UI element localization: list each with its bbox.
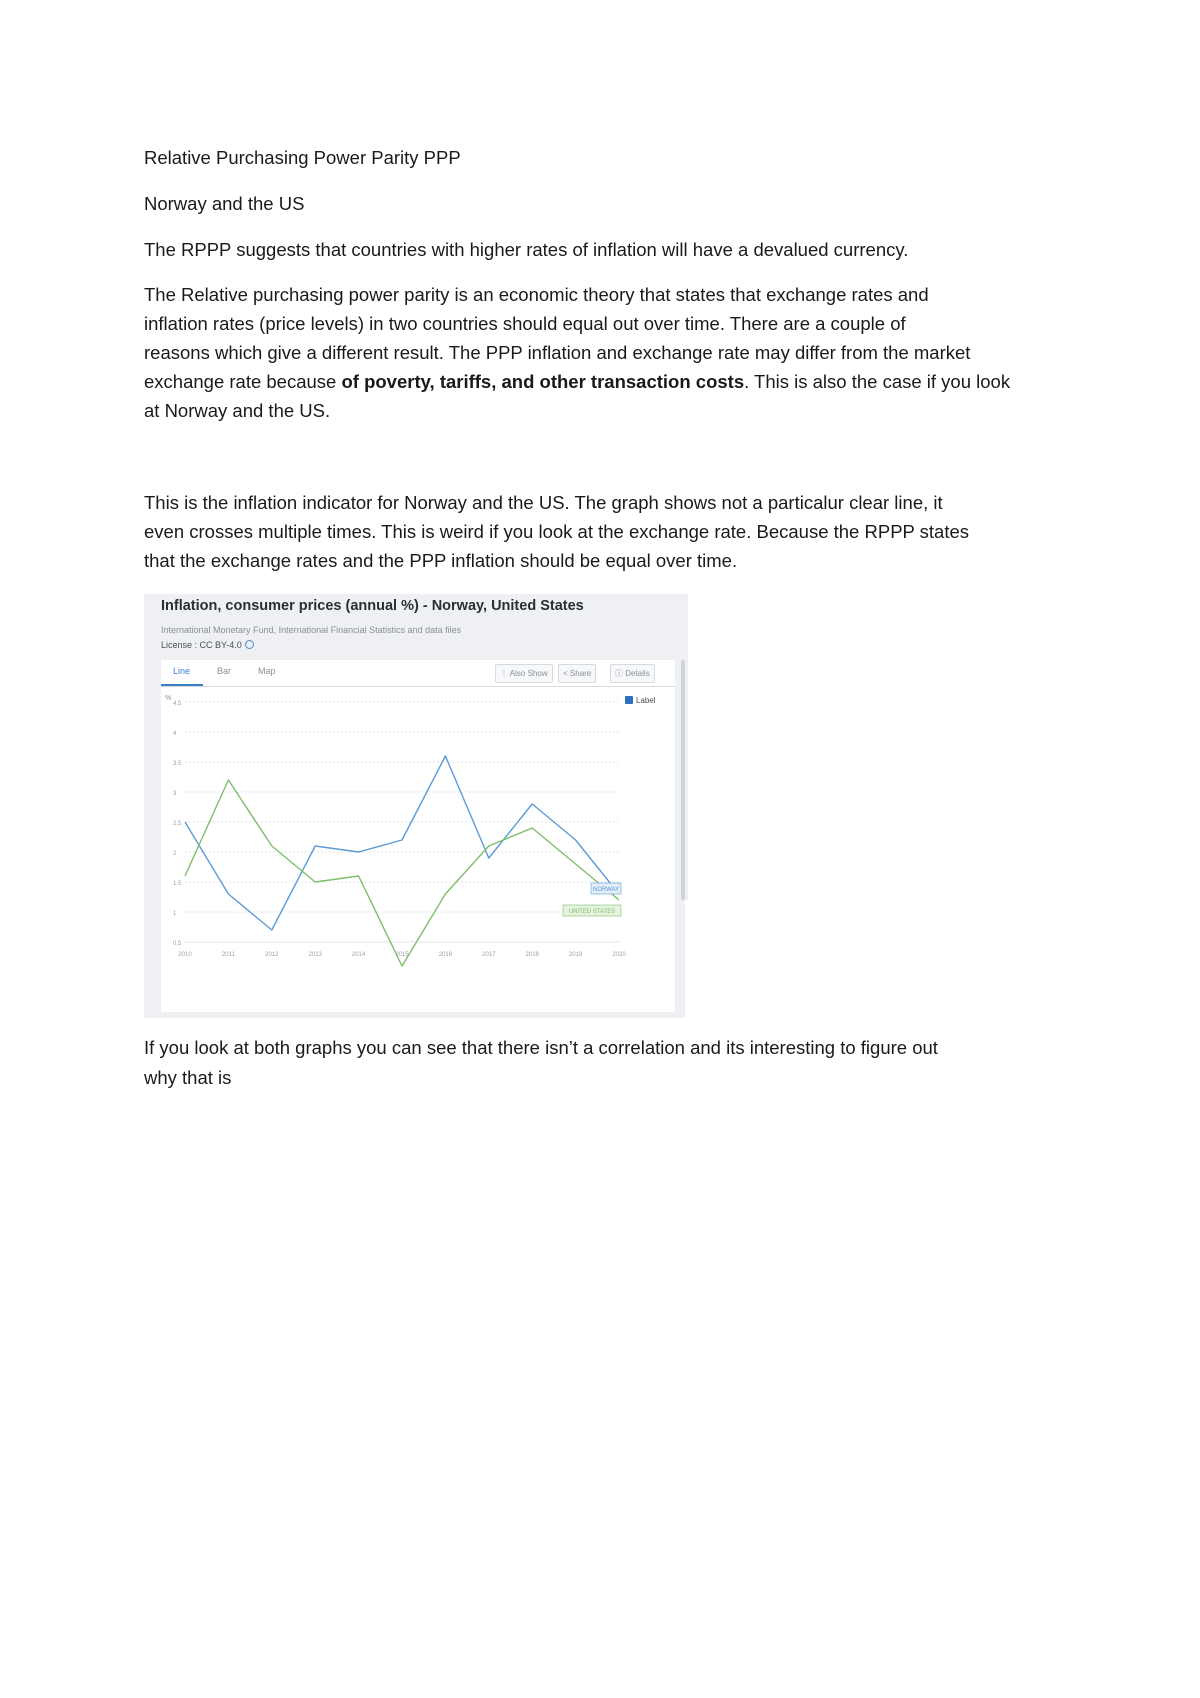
x-tick-label: 2014 — [351, 952, 366, 958]
text-line — [144, 367, 1064, 396]
document-heading: Relative Purchasing Power Parity PPP — [144, 147, 461, 168]
text-line: at Norway and the US. — [144, 400, 331, 421]
text-line: even crosses multiple times. This is weird if you look at the exchange rate. Because the RPPP states — [144, 521, 970, 542]
tab-line: Line — [173, 666, 191, 676]
share-button — [558, 664, 596, 683]
inflation-chart-image — [144, 594, 688, 1018]
y-tick-label: 4 — [173, 731, 177, 737]
text-line: The Relative purchasing power parity is an economic theory that states that exchange rates and — [144, 284, 929, 305]
x-tick-label: 2012 — [265, 952, 279, 958]
document-subheading: Norway and the US — [144, 193, 305, 214]
chart-title: Inflation, consumer prices (annual %) - Norway, United States — [161, 598, 584, 614]
button-label: Details — [625, 669, 650, 678]
chart-panel — [161, 660, 675, 1012]
x-tick-label: 2015 — [395, 952, 409, 958]
y-tick-label: 3 — [173, 791, 177, 797]
y-tick-label: 2 — [173, 851, 177, 857]
x-tick-label: 2010 — [178, 952, 192, 958]
x-tick-label: 2013 — [308, 952, 322, 958]
x-tick-label: 2017 — [482, 952, 496, 958]
series-line-united-states — [185, 780, 619, 966]
label-toggle-text: Label — [636, 696, 656, 705]
x-tick-label: 2011 — [221, 952, 235, 958]
y-tick-label: 4.5 — [173, 701, 182, 707]
y-axis-unit-label: % — [165, 695, 172, 702]
x-tick-label: 2018 — [525, 952, 539, 958]
details-button — [610, 664, 655, 683]
text-line: reasons which give a different result. The PPP inflation and exchange rate may differ from the market — [144, 342, 971, 363]
text-line: inflation rates (price levels) in two countries should equal out over time. There are a couple of — [144, 313, 906, 334]
series-end-label: NORWAY — [592, 887, 620, 893]
series-end-label: UNITED STATES — [568, 909, 616, 915]
also-show-button — [495, 664, 553, 683]
active-tab-indicator — [161, 684, 203, 686]
text-line: that the exchange rates and the PPP inflation should be equal over time. — [144, 550, 738, 571]
button-label: Share — [569, 669, 592, 678]
text-line: This is the inflation indicator for Norway and the US. The graph shows not a particalur clear line, it — [144, 492, 943, 513]
share-icon: < — [563, 669, 570, 678]
series-line-norway — [185, 756, 619, 930]
details-icon: ⓘ — [615, 669, 626, 678]
y-tick-label: 1.5 — [173, 881, 182, 887]
add-icon: ⋮ — [500, 669, 510, 678]
license-text: License : CC BY-4.0 — [161, 640, 242, 650]
y-tick-label: 1 — [173, 911, 177, 917]
x-tick-label: 2016 — [438, 952, 453, 958]
text-line: why that is — [144, 1067, 232, 1088]
intro-paragraph: The RPPP suggests that countries with higher rates of inflation will have a devalued currency. — [144, 239, 909, 260]
image-edge — [685, 900, 688, 1018]
scrollbar — [681, 660, 685, 900]
chart-tabs — [161, 660, 675, 687]
info-icon — [245, 640, 254, 649]
tab-map: Map — [258, 666, 276, 676]
y-tick-label: 3.5 — [173, 761, 182, 767]
x-tick-label: 2019 — [568, 952, 583, 958]
y-tick-label: 2.5 — [173, 821, 182, 827]
bold-text-span: of poverty, tariffs, and other transaction costs — [341, 371, 745, 392]
chart-source: International Monetary Fund, International Financial Statistics and data files — [161, 625, 462, 635]
button-label: Also Show — [509, 669, 548, 678]
text-line: If you look at both graphs you can see that there isn’t a correlation and its interesting to figure out — [144, 1037, 938, 1058]
chart-license — [161, 640, 254, 650]
text-span: exchange rate because — [144, 371, 342, 392]
tab-bar: Bar — [217, 666, 232, 676]
text-span: . This is also the case if you look — [744, 371, 1011, 392]
x-tick-label: 2020 — [612, 952, 626, 958]
y-tick-label: 0.5 — [173, 941, 182, 947]
line-chart — [161, 690, 675, 1012]
